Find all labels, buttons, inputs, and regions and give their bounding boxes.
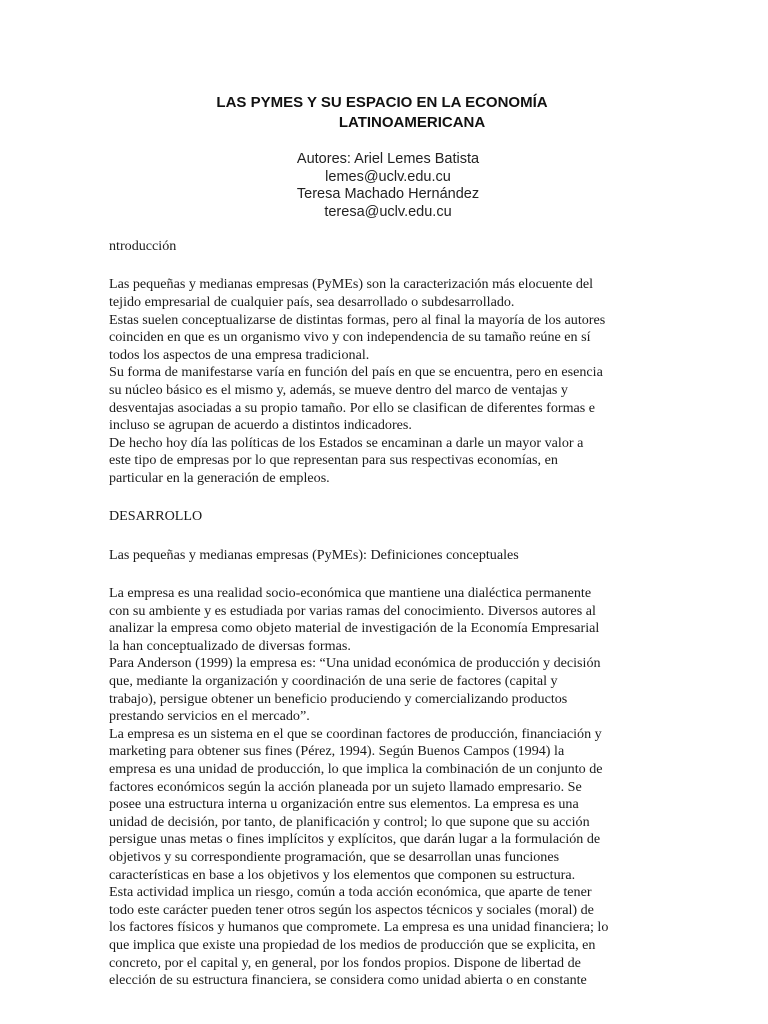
text-line: Estas suelen conceptualizarse de distintas formas, pero al final la mayoría de los autores [109, 311, 606, 328]
paragraph-gap [109, 564, 654, 582]
text-line: Esta actividad implica un riesgo, común a toda acción económica, que aparte de tener [109, 884, 592, 901]
text-line: unidad de decisión, por tanto, de planificación y control; lo que supone que su acción [109, 813, 590, 830]
development-paragraph [109, 585, 654, 990]
text-line: La empresa es una realidad socio-económica que mantiene una dialéctica permanente [109, 585, 592, 602]
text-line: elección de su estructura financiera, se considera como unidad abierta o en constante [109, 972, 587, 989]
text-line: La empresa es un sistema en el que se coordinan factores de producción, financiación y [109, 725, 602, 742]
author-email: teresa@uclv.edu.cu [324, 203, 452, 220]
text-line: prestando servicios en el mercado”. [109, 708, 310, 725]
text-line: objetivos y su correspondiente programación, que se desarrollan unas funciones [109, 849, 560, 865]
text-line: incluso se agrupan de acuerdo a distintos indicadores. [109, 417, 412, 434]
intro-heading: ntroducción [109, 238, 177, 254]
text-line: este tipo de empresas por lo que representan para sus respectivas economías, en [109, 452, 558, 469]
text-line: desventajas asociadas a su propio tamaño. Por ello se clasifican de diferentes formas e [109, 399, 596, 416]
text-line: todos los aspectos de una empresa tradicional. [109, 346, 370, 363]
text-line: De hecho hoy día las políticas de los Estados se encaminan a darle un mayor valor a [109, 434, 584, 451]
text-line: características en base a los objetivos y los elementos que componen su estructura. [109, 866, 576, 883]
text-line: que, mediante la organización y coordinación de una serie de factores (capital y [109, 673, 558, 690]
text-line: la han conceptualizado de diversas formas. [109, 637, 351, 654]
subsection-heading: Las pequeñas y medianas empresas (PyMEs): Definiciones conceptuales [109, 546, 519, 563]
text-line: persigue unas metas o fines implícitos y explícitos, que darán lugar a la formulación de [109, 831, 601, 848]
paragraph-gap [109, 488, 654, 506]
text-line: todo este carácter pueden tener otros según los aspectos técnicos y sociales (moral) de [109, 901, 594, 918]
text-line: Para Anderson (1999) la empresa es: “Una unidad económica de producción y decisión [109, 655, 601, 672]
paragraph-gap [109, 526, 654, 544]
text-line: trabajo), persigue obtener un beneficio produciendo y comercializando productos [109, 690, 568, 707]
text-line: su núcleo básico es el mismo y, además, se mueve dentro del marco de ventajas y [109, 381, 568, 398]
text-line: particular en la generación de empleos. [109, 469, 330, 486]
author-name: Teresa Machado Hernández [296, 186, 480, 202]
text-line: que implica que existe una propiedad de los medios de producción que se explicita, en [109, 936, 596, 953]
text-line: los factores físicos y humanos que compromete. La empresa es una unidad financiera; lo [109, 919, 609, 936]
intro-paragraph [109, 276, 654, 487]
text-line: empresa es una unidad de producción, lo que implica la combinación de un conjunto de [109, 761, 603, 778]
text-line: posee una estructura interna u organización entre sus elementos. La empresa es una [109, 796, 579, 813]
text-line: Las pequeñas y medianas empresas (PyMEs) son la caracterización más elocuente del [109, 276, 594, 293]
text-line: con su ambiente y es estudiada por varias ramas del conocimiento. Diversos autores al [109, 602, 596, 619]
document-title-line-1: LAS PYMES Y SU ESPACIO EN LA ECONOMÍA [216, 94, 548, 111]
text-line: analizar la empresa como objeto material de investigación de la Economía Empresarial [109, 620, 600, 637]
authors-block [0, 151, 768, 221]
text-line: tejido empresarial de cualquier país, sea desarrollado o subdesarrollado. [109, 293, 515, 310]
text-line: concreto, por el capital y, en general, por los fondos propios. Dispone de libertad de [109, 954, 581, 971]
text-line: factores económicos según la acción planeada por un sujeto llamado empresario. Se [109, 778, 582, 795]
text-line: Su forma de manifestarse varía en función del país en que se encuentra, pero en esencia [109, 364, 603, 381]
paragraph-gap [109, 256, 654, 274]
authors-line: Autores: Ariel Lemes Batista [296, 151, 480, 167]
author-email: lemes@uclv.edu.cu [325, 168, 451, 185]
document-body [109, 238, 654, 990]
document-title-line-2: LATINOAMERICANA [338, 114, 486, 131]
text-line: coinciden en que es un organismo vivo y con independencia de su tamaño reúne en sí [109, 329, 591, 346]
text-line: marketing para obtener sus fines (Pérez, 1994). Según Buenos Campos (1994) la [109, 743, 565, 760]
section-heading: DESARROLLO [109, 508, 203, 525]
